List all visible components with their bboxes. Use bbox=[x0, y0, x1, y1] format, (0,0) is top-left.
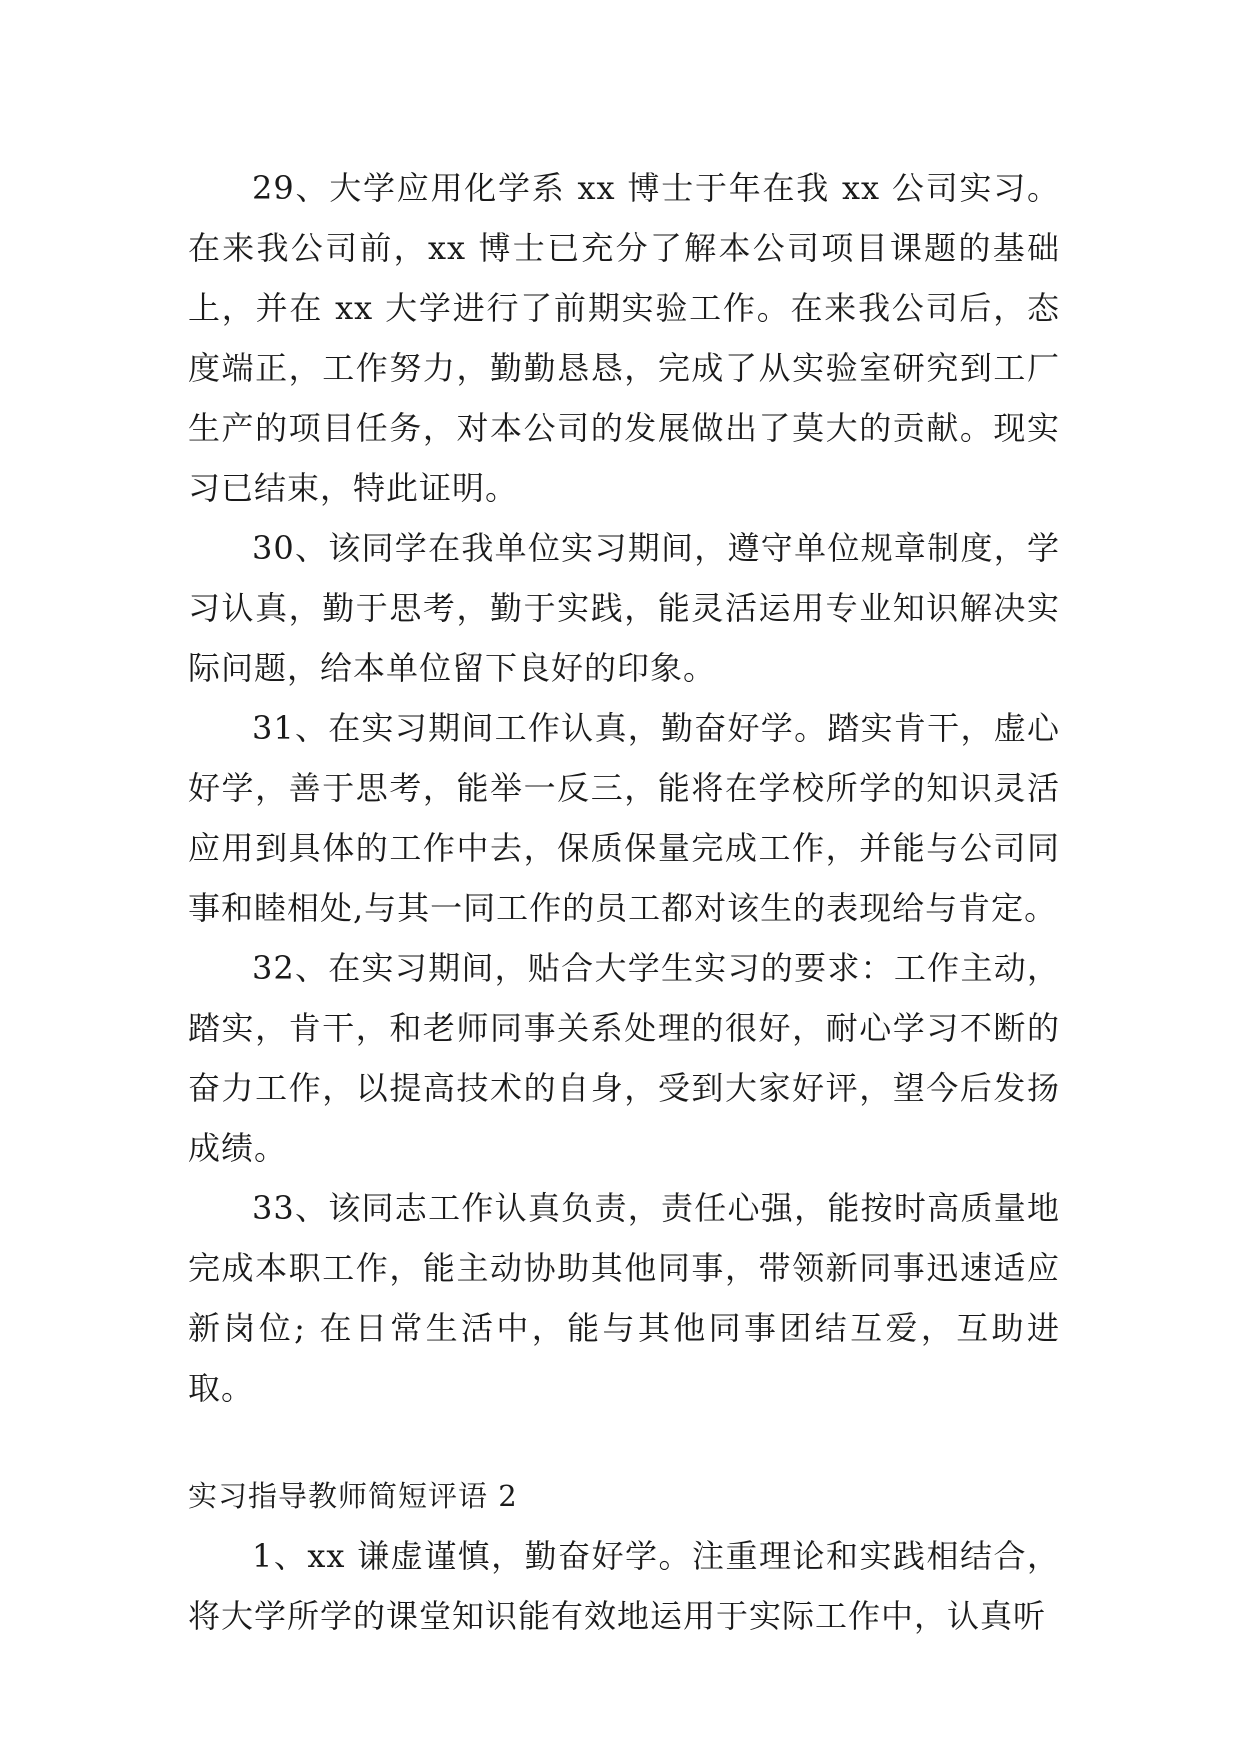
paragraph-1: 1、xx 谦虚谨慎，勤奋好学。注重理论和实践相结合，将大学所学的课堂知识能有效地运用于实际工作中，认真听 bbox=[188, 1537, 1060, 1635]
document-page bbox=[188, 158, 1060, 1646]
paragraph-33: 33、该同志工作认真负责，责任心强，能按时高质量地完成本职工作，能主动协助其他同事，带领新同事迅速适应新岗位; 在日常生活中，能与其他同事团结互爱，互助进取。 bbox=[188, 1189, 1060, 1407]
paragraph-32: 32、在实习期间，贴合大学生实习的要求：工作主动，踏实，肯干，和老师同事关系处理的很好，耐心学习不断的奋力工作，以提高技术的自身，受到大家好评，望今后发扬成绩。 bbox=[188, 949, 1060, 1167]
paragraph-29: 29、大学应用化学系 xx 博士于年在我 xx 公司实习。在来我公司前，xx 博士已充分了解本公司项目课题的基础上，并在 xx 大学进行了前期实验工作。在来我公司后，态度端正，工作努力，勤勤恳恳，完成了从实验室研究到工厂生产的项目任务，对本公司的发展做出了莫大的贡献。现实习已结束，特此证明。 bbox=[188, 169, 1060, 507]
paragraph-30: 30、该同学在我单位实习期间，遵守单位规章制度，学习认真，勤于思考，勤于实践，能灵活运用专业知识解决实际问题，给本单位留下良好的印象。 bbox=[188, 529, 1060, 687]
paragraph-31: 31、在实习期间工作认真，勤奋好学。踏实肯干，虚心好学，善于思考，能举一反三，能将在学校所学的知识灵活应用到具体的工作中去，保质保量完成工作，并能与公司同事和睦相处,与其一同工作的员工都对该生的表现给与肯定。 bbox=[188, 709, 1060, 927]
section-heading: 实习指导教师简短评语 2 bbox=[188, 1479, 518, 1513]
